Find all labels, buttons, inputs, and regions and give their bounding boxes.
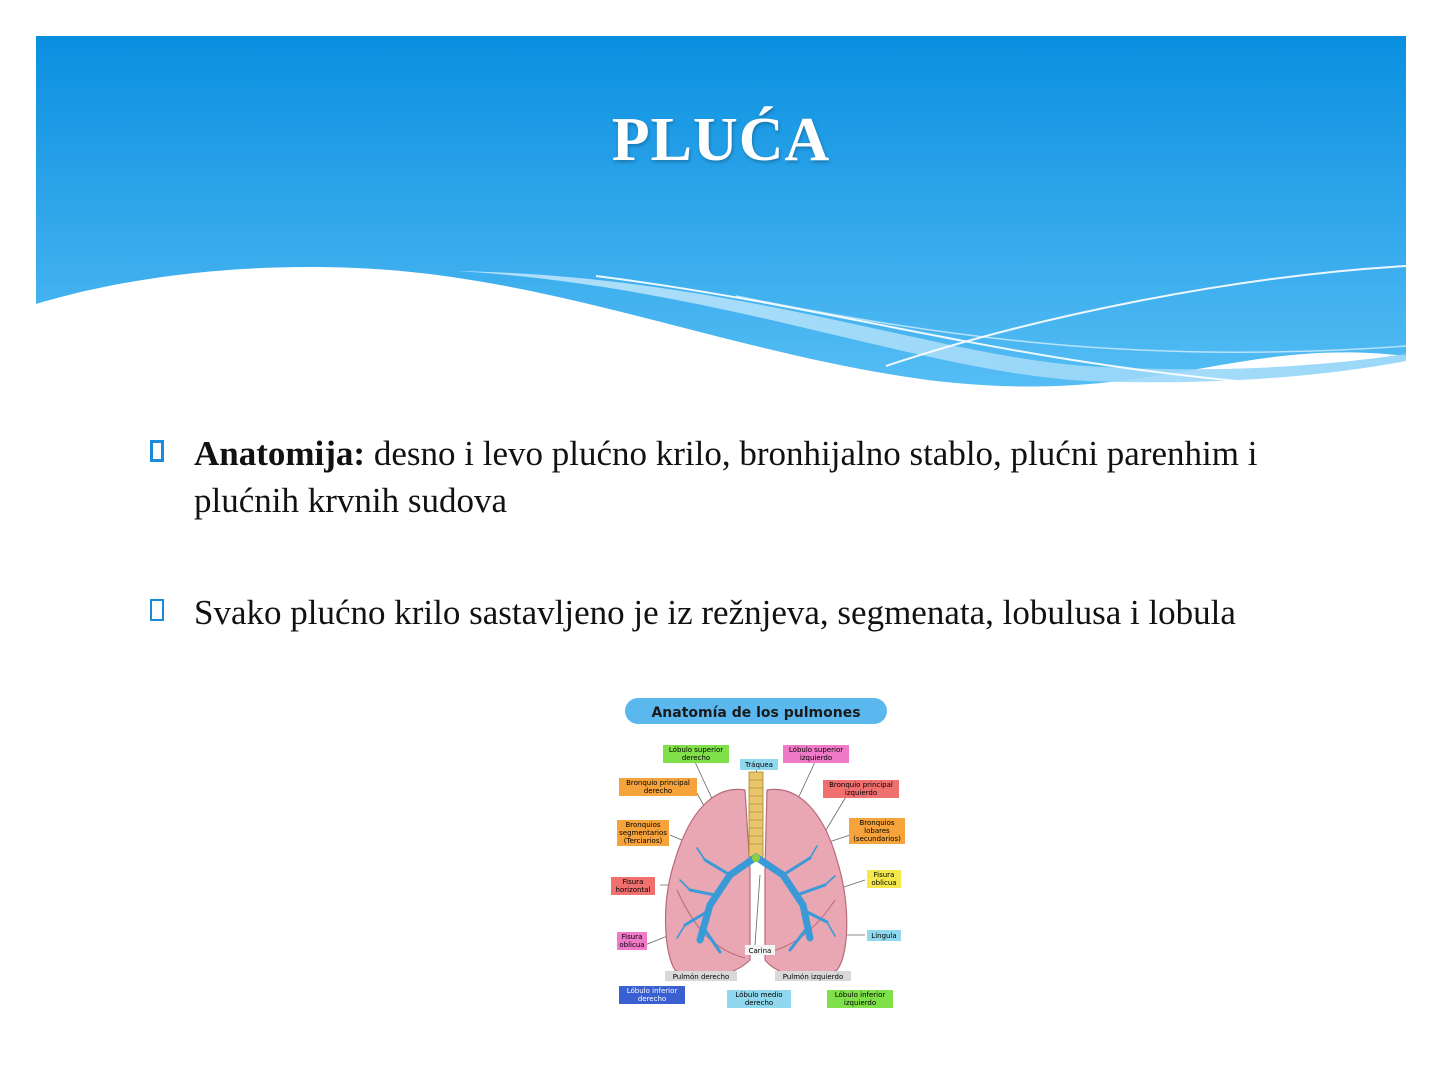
svg-text:Lóbulo medio: Lóbulo medio xyxy=(735,991,783,999)
svg-text:Fisura: Fisura xyxy=(873,871,895,879)
svg-text:segmentarios: segmentarios xyxy=(619,829,667,837)
bullet-structure xyxy=(150,589,1310,636)
svg-text:oblicua: oblicua xyxy=(871,879,897,887)
svg-text:oblicua: oblicua xyxy=(619,941,645,949)
bullet-list xyxy=(150,430,1310,636)
svg-text:Carina: Carina xyxy=(748,947,772,955)
svg-text:Bronquios: Bronquios xyxy=(625,821,661,829)
svg-text:Bronquio principal: Bronquio principal xyxy=(829,781,893,789)
lung-anatomy-figure xyxy=(605,690,905,1020)
svg-text:lobares: lobares xyxy=(864,827,890,835)
svg-text:Fisura: Fisura xyxy=(622,878,644,886)
svg-text:derecho: derecho xyxy=(643,787,673,795)
svg-text:izquierdo: izquierdo xyxy=(843,999,877,1007)
svg-text:derecho: derecho xyxy=(637,995,667,1003)
bullet-lead: Anatomija: xyxy=(194,434,366,473)
right-lung xyxy=(666,789,750,977)
svg-text:Tráquea: Tráquea xyxy=(745,761,773,769)
svg-text:Lóbulo superior: Lóbulo superior xyxy=(788,746,844,754)
square-bullet-icon xyxy=(150,599,164,621)
svg-text:izquierdo: izquierdo xyxy=(844,789,878,797)
svg-text:horizontal: horizontal xyxy=(615,886,651,894)
bullet-anatomy xyxy=(150,430,1310,524)
svg-text:Pulmón derecho: Pulmón derecho xyxy=(672,973,730,981)
svg-text:Lóbulo inferior: Lóbulo inferior xyxy=(834,991,886,999)
carina-marker xyxy=(752,854,760,862)
svg-text:Bronquios: Bronquios xyxy=(859,819,895,827)
svg-text:Lóbulo superior: Lóbulo superior xyxy=(668,746,724,754)
header-banner xyxy=(36,36,1406,406)
svg-text:Lóbulo inferior: Lóbulo inferior xyxy=(626,987,678,995)
bullet-text: Svako plućno krilo sastavljeno je iz režnjeva, segmenata, lobulusa i lobula xyxy=(194,593,1236,632)
svg-text:(secundarios): (secundarios) xyxy=(853,835,901,843)
svg-text:derecho: derecho xyxy=(744,999,774,1007)
header-wave-graphic xyxy=(36,36,1406,406)
diagram-title: Anatomía de los pulmones xyxy=(651,705,861,721)
trachea xyxy=(749,772,763,857)
svg-text:Língula: Língula xyxy=(871,932,897,940)
svg-text:Fisura: Fisura xyxy=(621,933,643,941)
svg-text:derecho: derecho xyxy=(681,754,711,762)
svg-text:izquierdo: izquierdo xyxy=(799,754,833,762)
svg-text:Bronquio principal: Bronquio principal xyxy=(626,779,690,787)
svg-text:(Terciarios): (Terciarios) xyxy=(623,837,663,845)
lung-diagram xyxy=(605,690,905,1020)
slide-title: PLUĆA xyxy=(611,106,831,174)
bullet-text: desno i levo plućno krilo, bronhijalno stablo, plućni parenhim i plućnih krvnih sudova xyxy=(194,434,1258,520)
svg-text:Pulmón izquierdo: Pulmón izquierdo xyxy=(782,973,844,981)
square-bullet-icon xyxy=(150,440,164,462)
